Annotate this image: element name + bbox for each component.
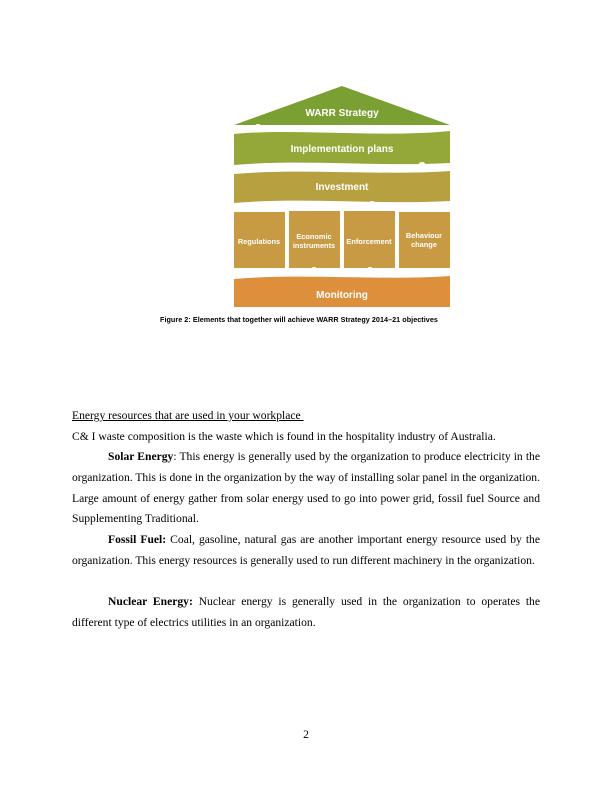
label-behaviour: Behaviour — [405, 231, 443, 240]
solar-energy-label: Solar Energy — [108, 450, 174, 463]
fossil-fuel-text: Coal, gasoline, natural gas are another important energy resource used by the organization. This energy resources is generally used to run different machinery in the organization. — [72, 533, 540, 567]
nuclear-energy-paragraph — [72, 592, 540, 634]
nuclear-energy-text: Nuclear energy is generally used in the organization to operates the different type of electrics utilities in an organization. — [72, 595, 540, 629]
label-economic: Economic — [296, 232, 332, 241]
solar-energy-text: : This energy is generally used by the organization to produce electricity in the organization. This is done in the organization by the way of installing solar panel in the organization. Large amount of energy gather from solar energy used to go into power grid, fossil fuel Source and Supplementing Traditional. — [72, 450, 540, 526]
intro-paragraph: C& I waste composition is the waste which is found in the hospitality industry of Australia. — [72, 430, 496, 443]
section-heading: Energy resources that are used in your workplace — [72, 409, 304, 422]
solar-energy-paragraph — [72, 447, 540, 530]
roof-layer — [234, 86, 450, 125]
figure-caption: Figure 2: Elements that together will achieve WARR Strategy 2014–21 objectives — [160, 315, 438, 324]
fossil-fuel-paragraph — [72, 530, 540, 572]
label-investment: Investment — [315, 182, 369, 193]
label-enforcement: Enforcement — [346, 237, 392, 246]
page-number: 2 — [303, 728, 309, 741]
warr-strategy-diagram — [232, 83, 452, 309]
label-regulations: Regulations — [237, 237, 281, 246]
label-change: change — [411, 240, 437, 249]
label-monitoring: Monitoring — [316, 290, 368, 301]
label-strategy: WARR Strategy — [305, 108, 379, 119]
nuclear-energy-label: Nuclear Energy: — [108, 595, 193, 608]
label-instruments: instruments — [292, 241, 336, 250]
fossil-fuel-label: Fossil Fuel: — [108, 533, 167, 546]
label-implementation: Implementation plans — [290, 144, 394, 155]
